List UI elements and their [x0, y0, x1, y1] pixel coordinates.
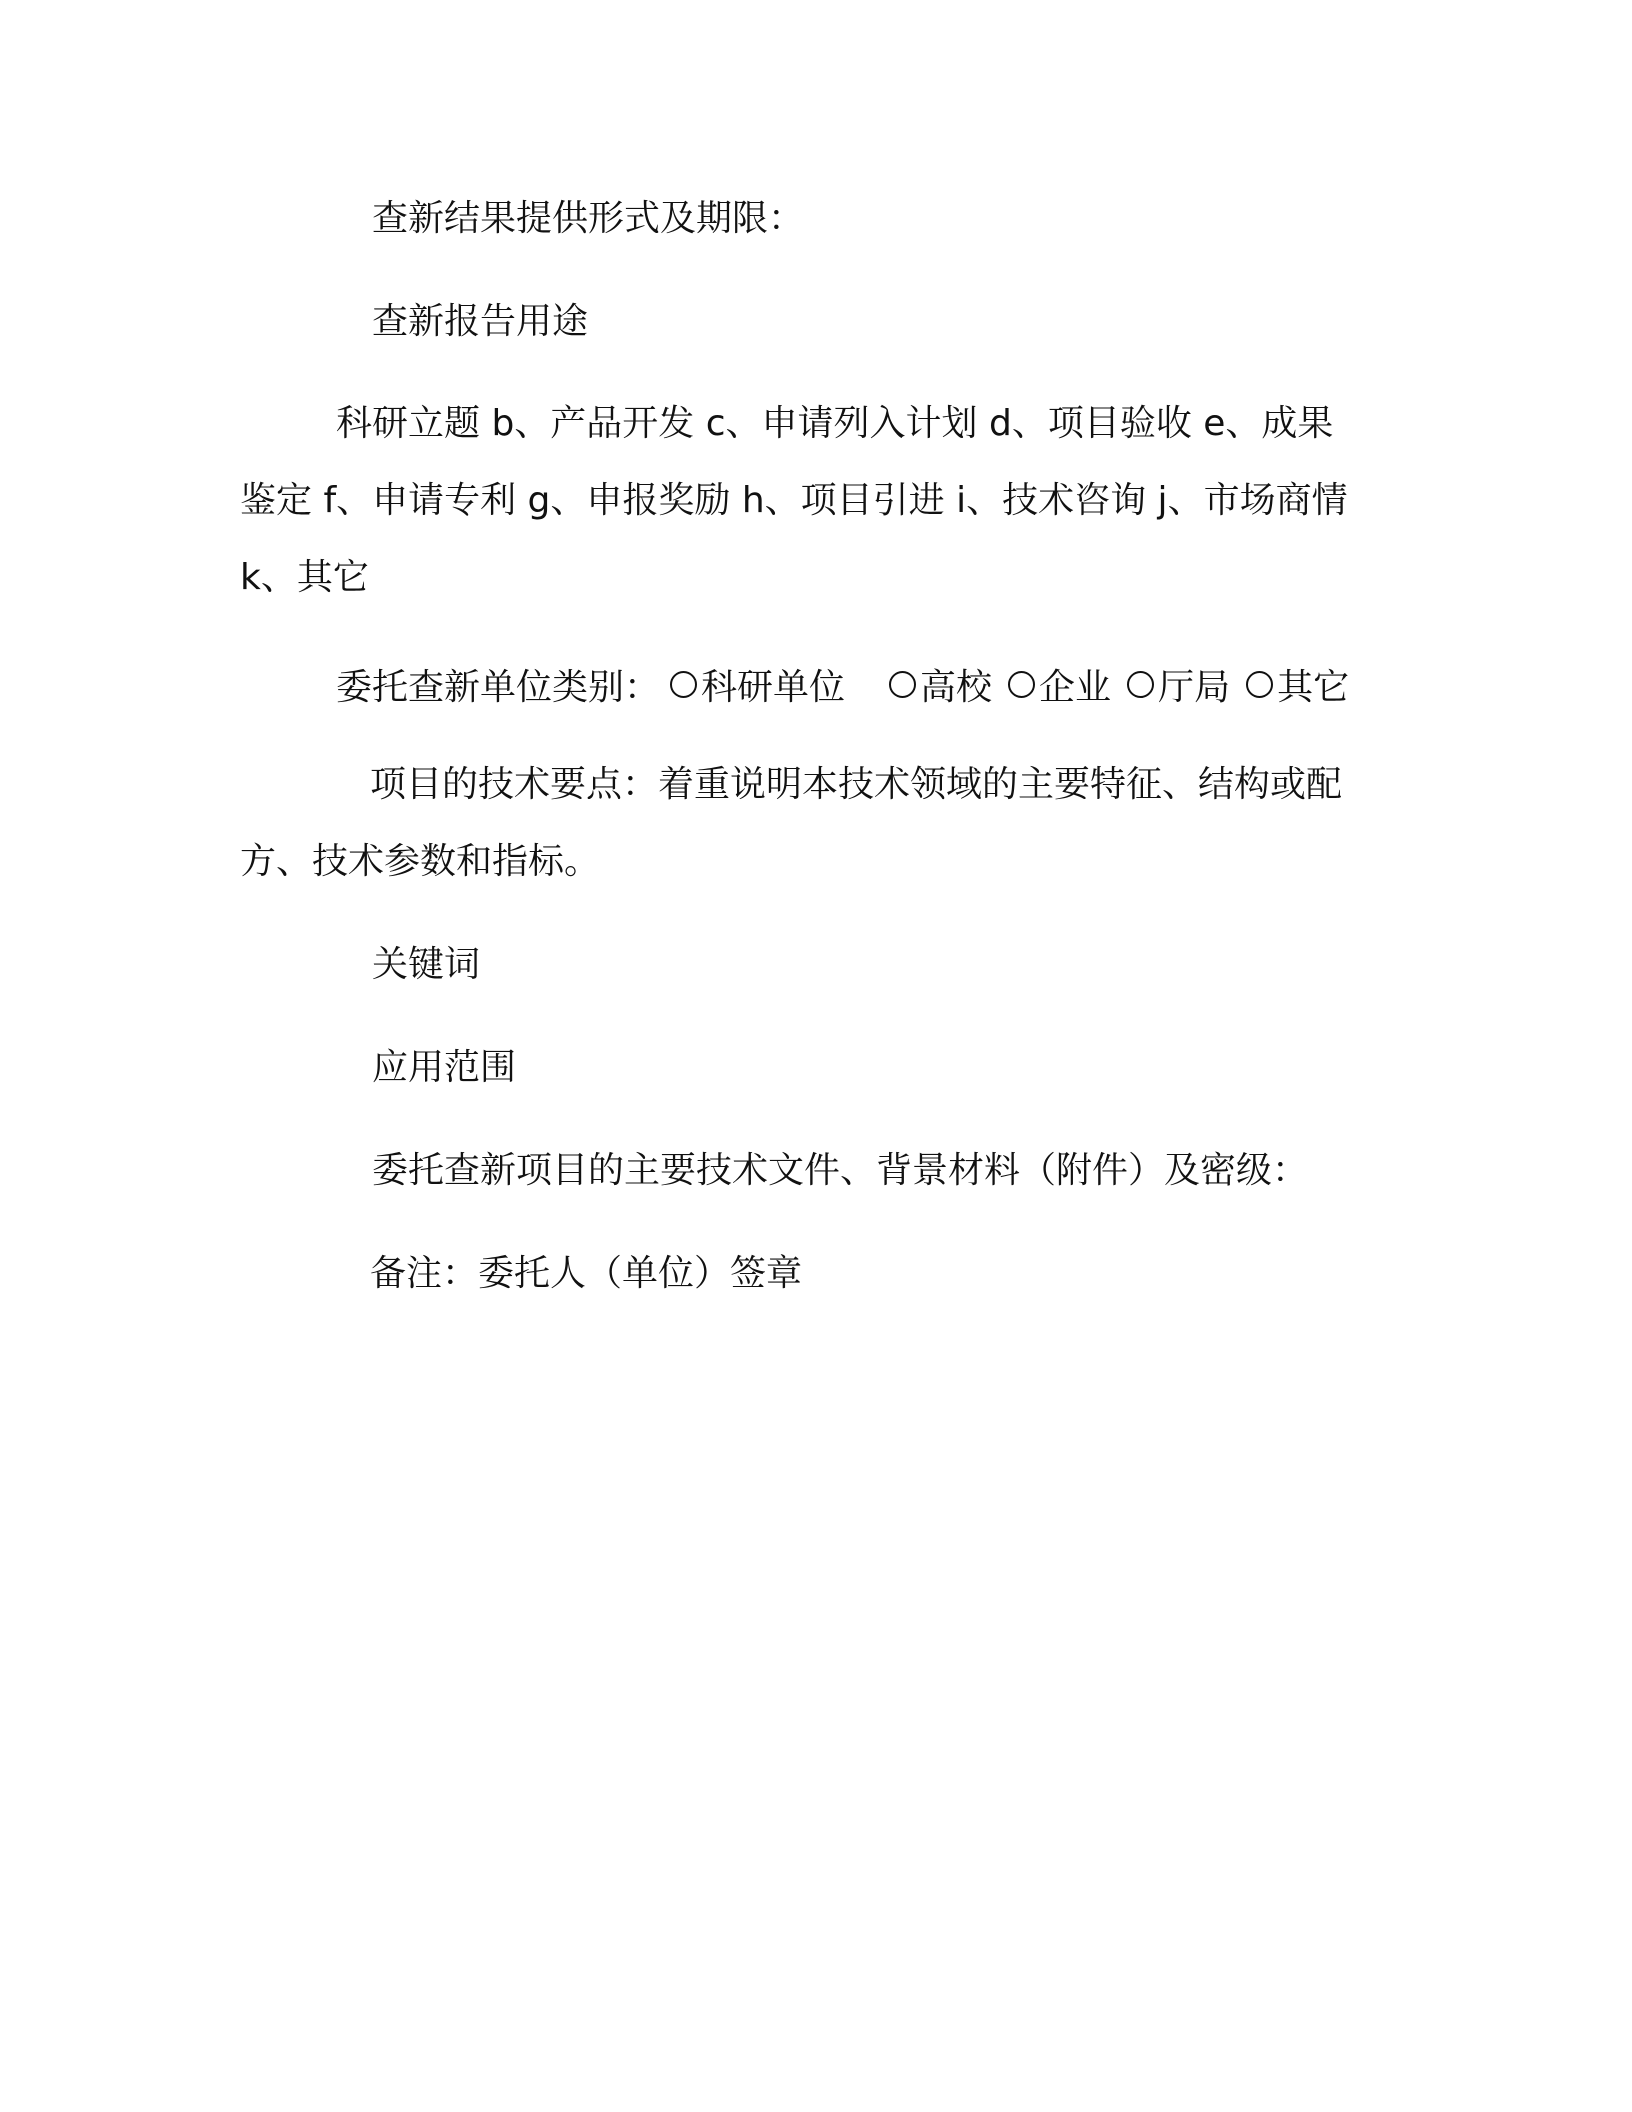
- radio-circle-icon[interactable]: [1246, 671, 1273, 698]
- scope-label-text: 应用范围: [372, 1047, 517, 1088]
- keywords-label-text: 关键词: [372, 944, 481, 985]
- radio-option-label: 高校: [920, 666, 993, 708]
- radio-option-label: 企业: [1039, 666, 1112, 708]
- radio-option-university[interactable]: [889, 659, 992, 710]
- report-usage-line-2: 鉴定 f、申请专利 g、申报奖励 h、项目引进 i、技术咨询 j、市场商情: [240, 480, 1348, 521]
- report-usage-line-3: k、其它: [240, 557, 369, 598]
- report-usage-line-1: 科研立题 b、产品开发 c、申请列入计划 d、项目验收 e、成果: [336, 403, 1334, 444]
- radio-option-label: 科研单位: [701, 666, 846, 708]
- radio-circle-icon[interactable]: [670, 671, 697, 698]
- radio-circle-icon[interactable]: [889, 671, 916, 698]
- result-form-label: [372, 180, 1372, 257]
- remarks-text: 备注：委托人（单位）签章: [370, 1253, 803, 1294]
- result-form-text: 查新结果提供形式及期限：: [372, 198, 805, 239]
- scope-label: [372, 1029, 1372, 1106]
- unit-category-row: [336, 649, 1365, 719]
- report-usage-heading-text: 查新报告用途: [372, 301, 589, 342]
- tech-points: [240, 746, 1382, 900]
- tech-points-line-2: 方、技术参数和指标。: [240, 841, 601, 882]
- radio-option-label: 其它: [1277, 666, 1350, 708]
- remarks: [370, 1235, 1512, 1312]
- documents-label: [372, 1132, 1372, 1209]
- radio-option-research-unit[interactable]: [670, 659, 845, 710]
- radio-option-enterprise[interactable]: [1008, 659, 1111, 710]
- keywords-label: [372, 926, 1372, 1003]
- radio-option-other[interactable]: [1246, 659, 1349, 710]
- documents-label-text: 委托查新项目的主要技术文件、背景材料（附件）及密级：: [372, 1150, 1309, 1191]
- radio-circle-icon[interactable]: [1127, 671, 1154, 698]
- radio-option-label: 厅局: [1158, 666, 1231, 708]
- report-usage-options: [240, 385, 1382, 616]
- report-usage-heading: [372, 283, 1372, 360]
- tech-points-line-1: 项目的技术要点：着重说明本技术领域的主要特征、结构或配: [370, 764, 1343, 805]
- unit-category-label: 委托查新单位类别：: [336, 666, 661, 708]
- radio-option-bureau[interactable]: [1127, 659, 1230, 710]
- radio-circle-icon[interactable]: [1008, 671, 1035, 698]
